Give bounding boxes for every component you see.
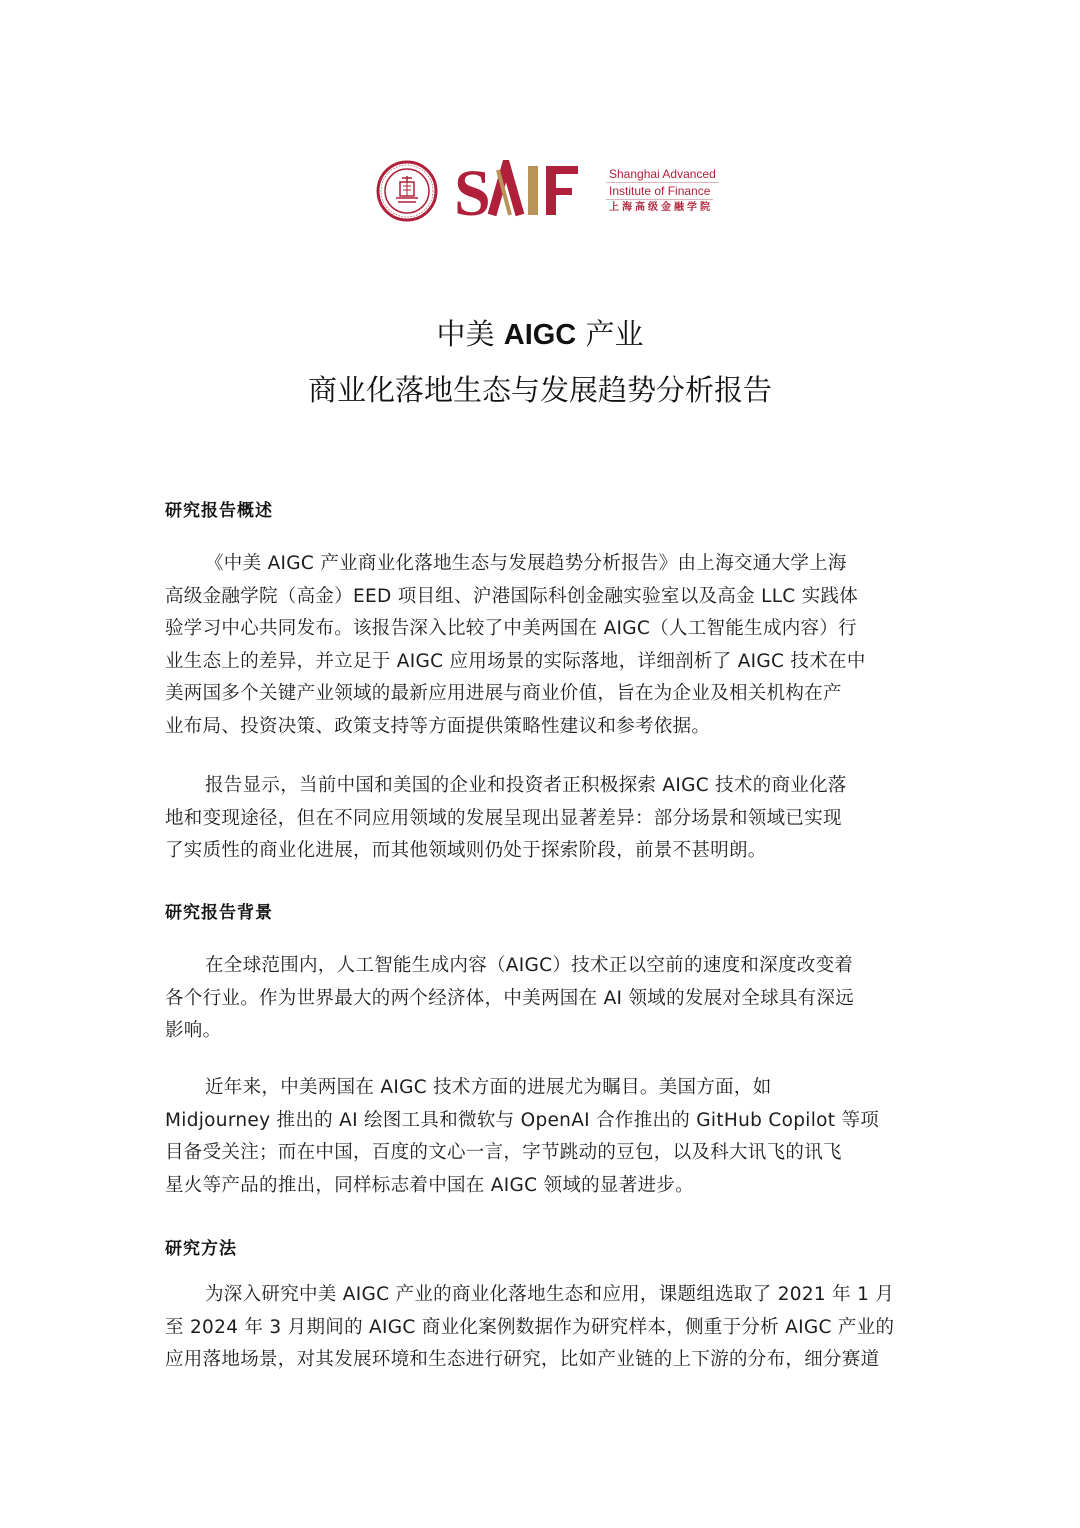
overview-paragraph-2	[165, 770, 917, 868]
report-title-line1	[0, 312, 1080, 353]
background-paragraph-1	[165, 950, 917, 1048]
text-line: 各个行业。作为世界最大的两个经济体，中美两国在 AI 领域的发展对全球具有深远	[165, 987, 855, 1009]
background-paragraph-2	[165, 1072, 917, 1202]
text-line: 影响。	[165, 1020, 222, 1042]
text-line: 近年来，中美两国在 AIGC 技术方面的进展尤为瞩目。美国方面，如	[205, 1077, 772, 1098]
institute-name-zh: 上海高级金融学院	[609, 202, 713, 213]
text-line: 在全球范围内，人工智能生成内容（AIGC）技术正以空前的速度和深度改变着	[205, 955, 854, 976]
text-line: 应用落地场景，对其发展环境和生态进行研究，比如产业链的上下游的分布，细分赛道	[165, 1349, 880, 1371]
text-line: 地和变现途径，但在不同应用领域的发展呈现出显著差异：部分场景和领域已实现	[165, 807, 842, 829]
method-heading: 研究方法	[165, 1239, 237, 1259]
text-line: 为深入研究中美 AIGC 产业的商业化落地生态和应用，课题组选取了 2021 年 1 月	[205, 1284, 895, 1305]
text-line: 目备受关注；而在中国，百度的文心一言，字节跳动的豆包，以及科大讯飞的讯飞	[165, 1142, 842, 1164]
overview-heading: 研究报告概述	[165, 501, 273, 521]
text-line: 至 2024 年 3 月期间的 AIGC 商业化案例数据作为研究样本，侧重于分析 AIGC 产业的	[165, 1316, 895, 1338]
text-line: 《中美 AIGC 产业商业化落地生态与发展趋势分析报告》由上海交通大学上海	[205, 553, 847, 574]
text-line: 业生态上的差异，并立足于 AIGC 应用场景的实际落地，详细剖析了 AIGC 技术在中	[165, 650, 866, 672]
title-aigc: AIGC	[503, 319, 577, 351]
saif-wordmark-icon	[454, 160, 584, 222]
institute-name-en-2: Institute of Finance	[606, 183, 713, 200]
method-paragraph-1	[165, 1279, 917, 1377]
text-line: 业布局、投资决策、政策支持等方面提供策略性建议和参考依据。	[165, 715, 711, 737]
text-line: 高级金融学院（高金）EED 项目组、沪港国际科创金融实验室以及高金 LLC 实践体	[165, 585, 859, 607]
text-line: 验学习中心共同发布。该报告深入比较了中美两国在 AIGC（人工智能生成内容）行	[165, 618, 857, 640]
university-seal-icon	[376, 160, 438, 222]
svg-text:S: S	[454, 160, 488, 222]
text-line: 美两国多个关键产业领域的最新应用进展与商业价值，旨在为企业及相关机构在产	[165, 683, 842, 705]
institute-name-en-1: Shanghai Advanced	[606, 166, 719, 183]
header-logo	[376, 160, 719, 222]
text-line: 星火等产品的推出，同样标志着中国在 AIGC 领域的显著进步。	[165, 1174, 694, 1196]
title-prefix: 中美	[436, 317, 504, 351]
title-suffix: 产业	[576, 317, 644, 351]
text-line: 了实质性的商业化进展，而其他领域则仍处于探索阶段，前景不甚明朗。	[165, 840, 767, 862]
overview-paragraph-1	[165, 548, 917, 744]
institute-name	[606, 166, 719, 216]
text-line: 报告显示，当前中国和美国的企业和投资者正积极探索 AIGC 技术的商业化落	[205, 775, 847, 796]
report-title-line2: 商业化落地生态与发展趋势分析报告	[307, 373, 772, 407]
text-line: Midjourney 推出的 AI 绘图工具和微软与 OpenAI 合作推出的 GitHub Copilot 等项	[165, 1109, 880, 1131]
background-heading: 研究报告背景	[165, 903, 273, 923]
